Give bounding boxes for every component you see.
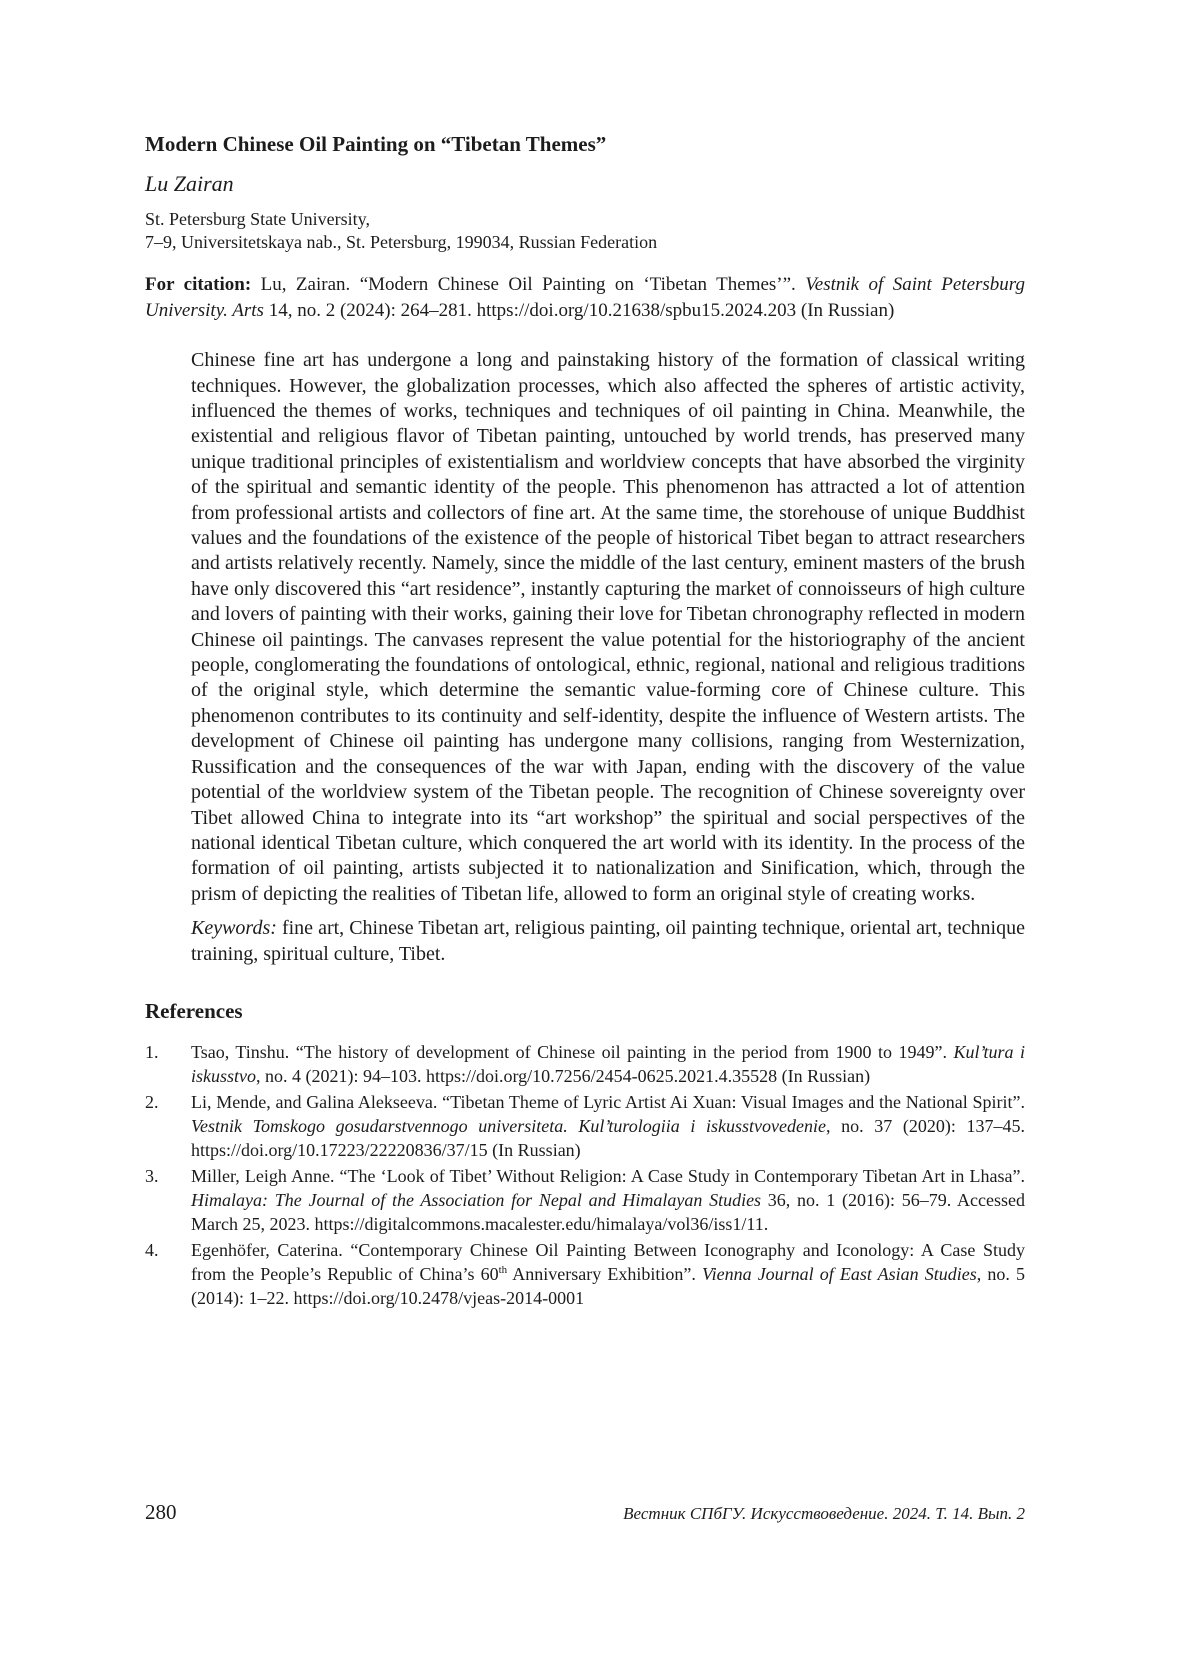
reference-item xyxy=(145,1238,1025,1310)
article-page xyxy=(145,118,1025,1312)
reference-number: 1. xyxy=(145,1041,159,1062)
reference-item xyxy=(145,1164,1025,1236)
affiliation-line-1: St. Petersburg State University, xyxy=(145,209,370,230)
reference-number: 2. xyxy=(145,1091,159,1112)
affiliation xyxy=(145,208,1025,254)
reference-number: 3. xyxy=(145,1165,159,1186)
keywords xyxy=(191,916,1025,967)
reference-text: Egenhöfer, Caterina. “Contemporary Chinese Oil Painting Between Iconography and Iconology: A Case Study from the People’s Republic of China’s 60 xyxy=(191,1239,1025,1284)
author-name: Lu Zairan xyxy=(145,171,234,197)
keywords-text: fine art, Chinese Tibetan art, religious painting, oil painting technique, oriental art, technique training, spiritual culture, Tibet. xyxy=(191,917,1025,965)
reference-superscript: th xyxy=(498,1263,508,1276)
page-footer xyxy=(145,1500,1025,1530)
reference-text-cont: Anniversary Exhibition”. xyxy=(507,1263,702,1284)
reference-text: Miller, Leigh Anne. “The ‘Look of Tibet’ Without Religion: A Case Study in Contemporary Tibetan Art in Lhasa”. xyxy=(191,1165,1025,1186)
reference-source: Kul’tura i iskusstvo xyxy=(191,1041,1026,1086)
citation-text-2: 14, no. 2 (2024): 264–281. https://doi.org/10.21638/spbu15.2024.203 (In Russian) xyxy=(263,300,895,322)
keywords-label: Keywords: xyxy=(191,917,277,940)
reference-details: , no. 4 (2021): 94–103. https://doi.org/10.7256/2454-0625.2021.4.35528 (In Russian) xyxy=(256,1065,871,1086)
references-list xyxy=(145,1040,1025,1310)
references-heading: References xyxy=(145,998,243,1023)
citation-label: For citation: xyxy=(145,274,252,296)
abstract: Chinese fine art has undergone a long and painstaking history of the formation of classical writing techniques. However, the globalization processes, which also affected the spheres of artistic activity, influenced the themes of works, techniques and techniques of oil painting in China. Meanwhile, the existential and religious flavor of Tibetan painting, untouched by world trends, has preserved many unique traditional principles of existentialism and worldview concepts that have absorbed the virginity of the spiritual and semantic identity of the people. This phenomenon has attracted a lot of attention from professional artists and collectors of fine art. At the same time, the storehouse of unique Buddhist values and the foundations of the existence of the people of historical Tibet began to attract researchers and artists relatively recently. Namely, since the middle of the last century, eminent masters of the brush have only discovered this “art residence”, instantly capturing the market of connoisseurs of high culture and lovers of painting with their works, gaining their love for Tibetan chronography reflected in modern Chinese oil paintings. The canvases represent the value potential for the historiography of the ancient people, conglomerating the foundations of ontological, ethnic, regional, national and religious traditions of the original style, which determine the semantic value-forming core of Chinese culture. This phenomenon contributes to its continuity and self-identity, despite the influence of Western artists. The development of Chinese oil painting has undergone many collisions, ranging from Westernization, Russification and the consequences of the war with Japan, ending with the discovery of the value potential of the worldview system of the Tibetan people. The recognition of Chinese sovereignty over Tibet allowed China to integrate into its “art workshop” the spiritual and social perspectives of the national identical Tibetan culture, which conquered the art world with its identity. In the process of the formation of oil painting, artists subjected it to nationalization and Sinification, which, through the prism of depicting the realities of Tibetan life, allowed to form an original style of creating works. xyxy=(191,349,1025,905)
reference-text: Tsao, Tinshu. “The history of development of Chinese oil painting in the period from 1900 to 1949”. xyxy=(191,1041,954,1062)
page-number: 280 xyxy=(145,1500,177,1524)
citation-block xyxy=(145,272,1025,324)
reference-details: 36, no. 1 (2016): 56–79. Accessed March 25, 2023. https://digitalcommons.macalester.edu/himalaya/vol36/iss1/11. xyxy=(191,1189,1025,1234)
reference-details: , no. 5 (2014): 1–22. https://doi.org/10.2478/vjeas-2014-0001 xyxy=(191,1263,1025,1308)
citation-text-1: Lu, Zairan. “Modern Chinese Oil Painting on ‘Tibetan Themes’”. xyxy=(251,274,806,296)
affiliation-line-2: 7–9, Universitetskaya nab., St. Petersburg, 199034, Russian Federation xyxy=(145,232,658,253)
reference-source: Vienna Journal of East Asian Studies xyxy=(701,1263,977,1284)
reference-item xyxy=(145,1040,1025,1088)
reference-number: 4. xyxy=(145,1239,159,1260)
reference-details: , no. 37 (2020): 137–45. https://doi.org/10.17223/22220836/37/15 (In Russian) xyxy=(191,1115,1025,1160)
reference-source: Himalaya: The Journal of the Association for Nepal and Himalayan Studies xyxy=(191,1189,762,1210)
reference-text: Li, Mende, and Galina Alekseeva. “Tibetan Theme of Lyric Artist Ai Xuan: Visual Images and the National Spirit”. xyxy=(191,1091,1025,1112)
reference-item xyxy=(145,1090,1025,1162)
running-journal-title: Вестник СПбГУ. Искусствоведение. 2024. Т. 14. Вып. 2 xyxy=(623,1504,1025,1523)
citation-journal: Vestnik of Saint Petersburg University. Arts xyxy=(145,274,1025,322)
reference-source: Vestnik Tomskogo gosudarstvennogo universiteta. Kul’turologiia i iskusstvovedenie xyxy=(191,1115,826,1136)
article-title: Modern Chinese Oil Painting on “Tibetan Themes” xyxy=(145,132,607,156)
